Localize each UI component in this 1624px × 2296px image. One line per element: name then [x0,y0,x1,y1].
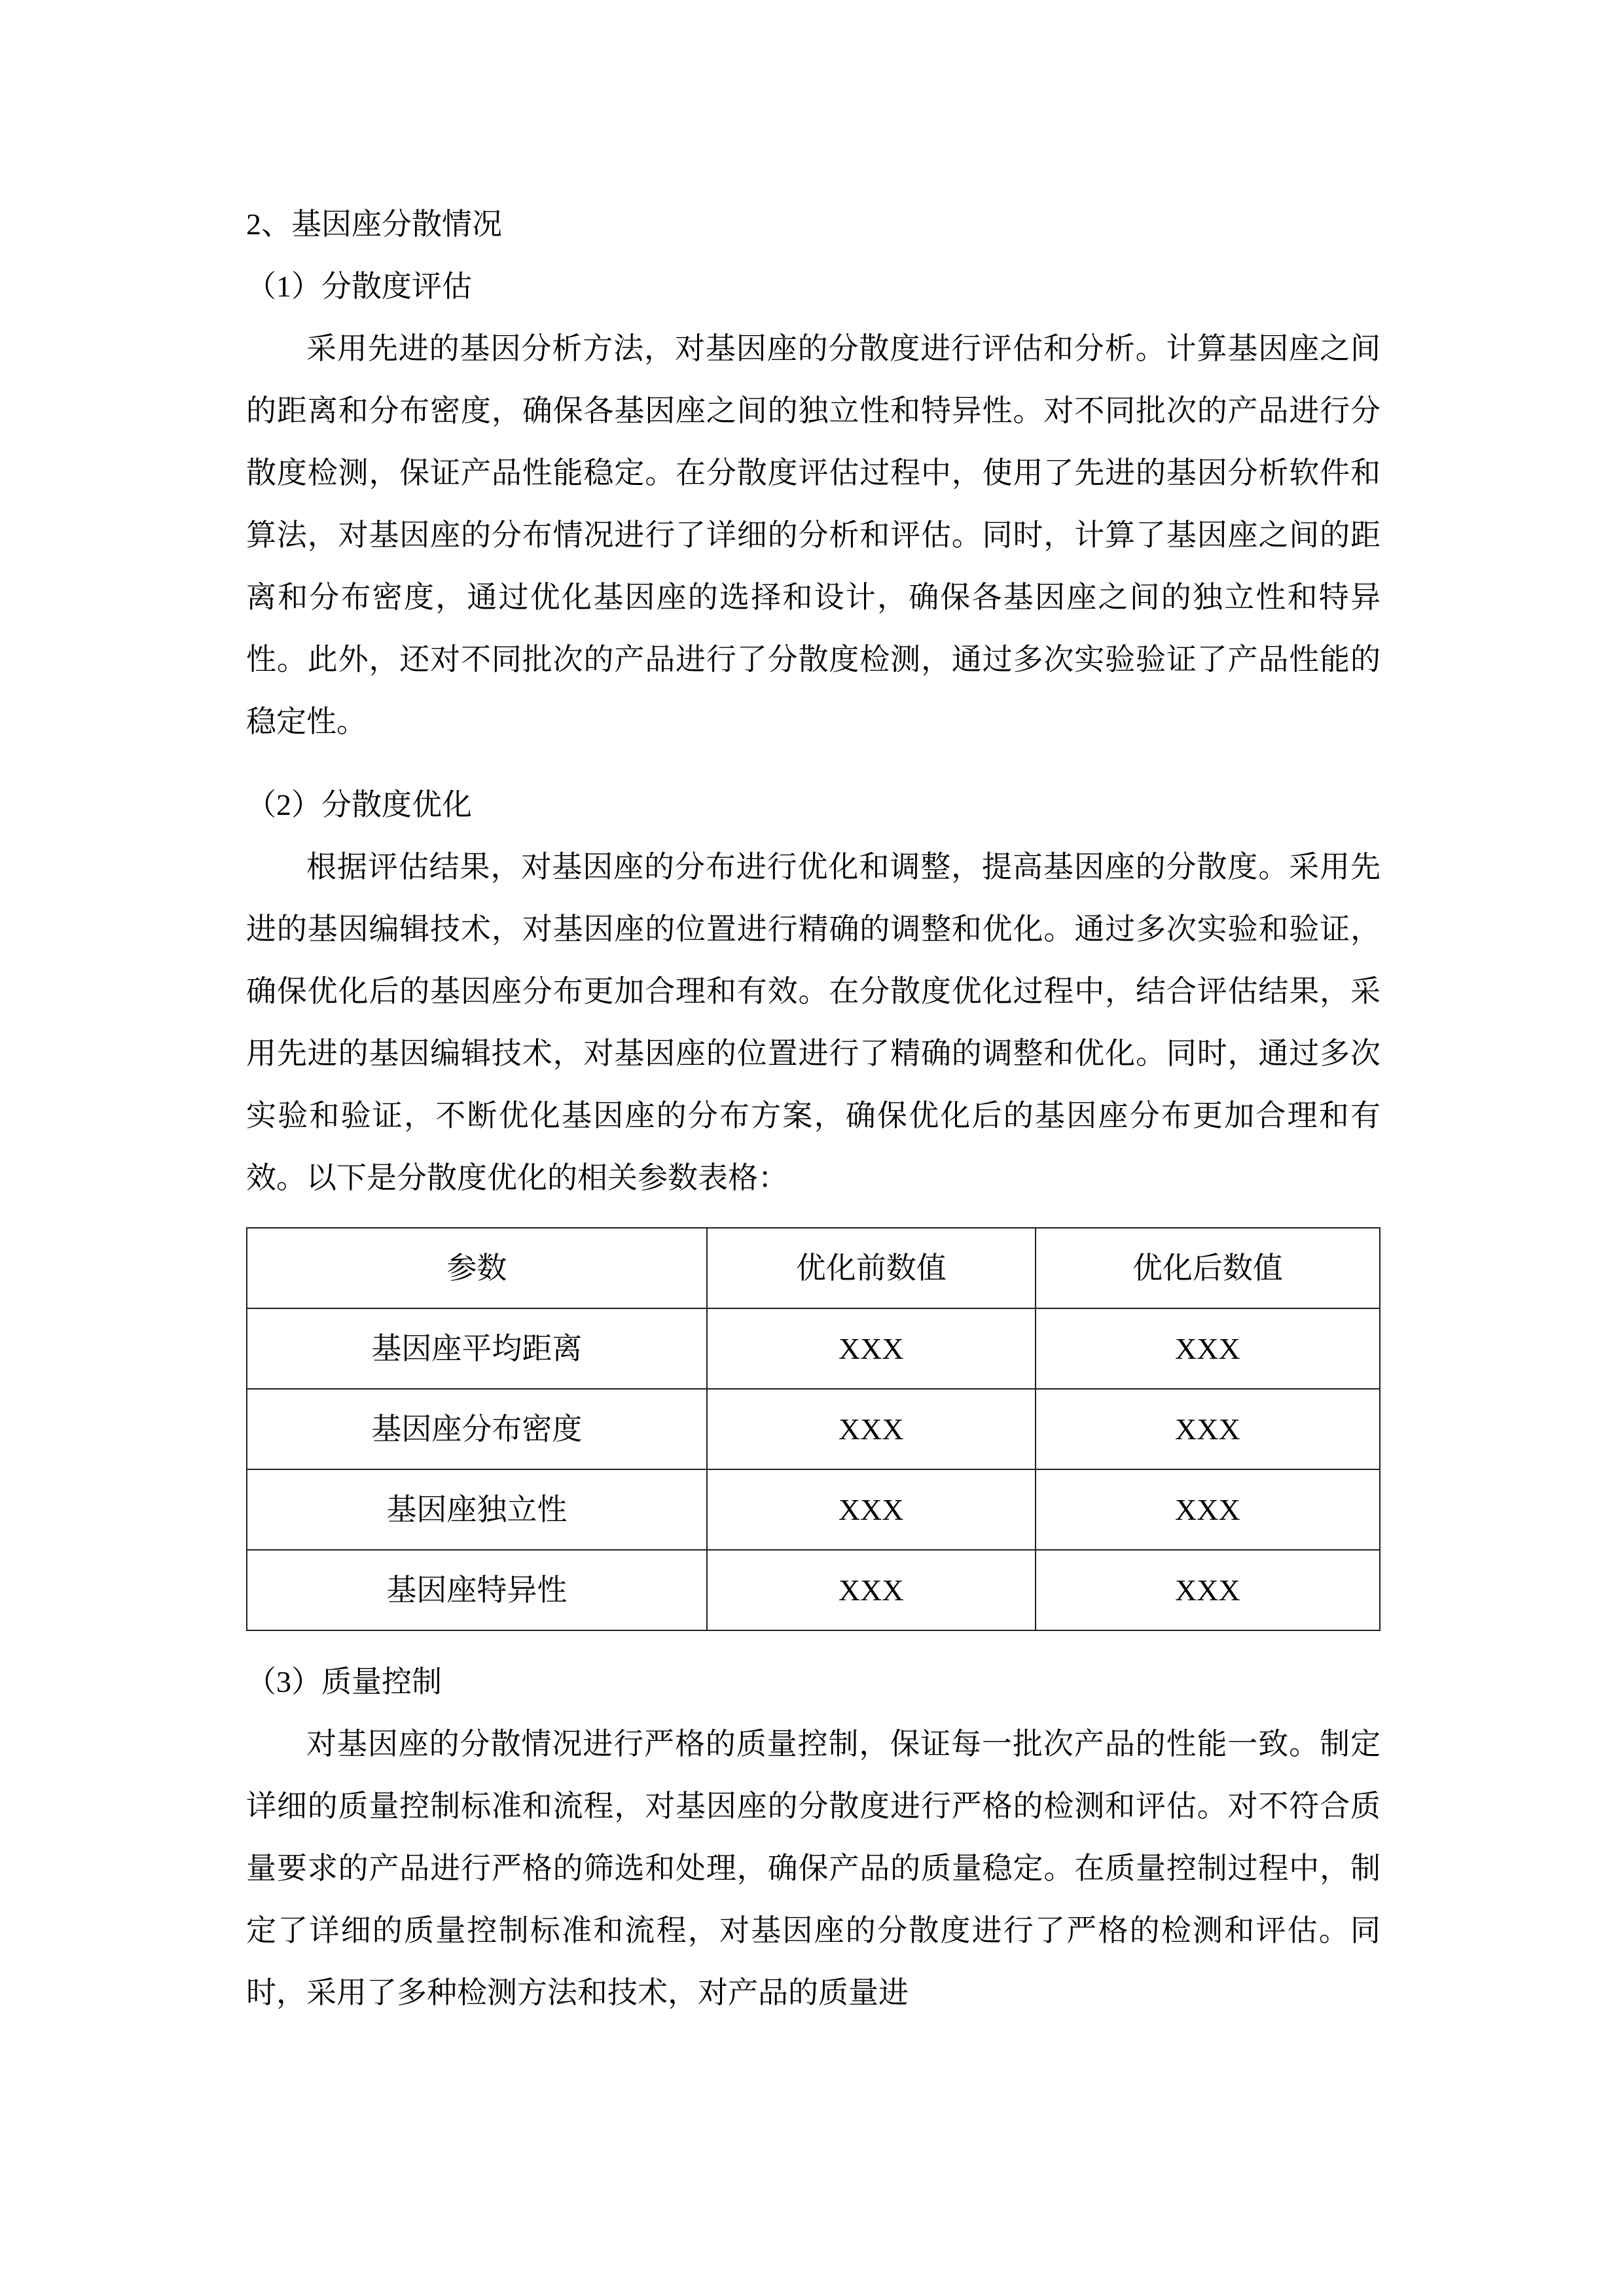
section-title-quality-control: （3）质量控制 [246,1665,442,1698]
table-row [247,1308,1380,1389]
table-cell-parameter: 基因座特异性 [247,1550,707,1630]
section-title-dispersion-optimization: （2）分散度优化 [246,788,472,821]
table-cell-after: XXX [1036,1308,1380,1389]
table-header-after-value: 优化后数值 [1036,1228,1380,1308]
table-header-parameter: 参数 [247,1228,707,1308]
table-cell-parameter: 基因座分布密度 [247,1389,707,1469]
table-cell-after: XXX [1036,1469,1380,1550]
table-cell-before: XXX [707,1389,1036,1469]
parameter-table-body [247,1308,1380,1630]
paragraph-dispersion-optimization: 根据评估结果，对基因座的分布进行优化和调整，提高基因座的分散度。采用先进的基因编辑技术，对基因座的位置进行精确的调整和优化。通过多次实验和验证，确保优化后的基因座分布更加合理和有效。在分散度优化过程中，结合评估结果，采用先进的基因编辑技术，对基因座的位置进行了精确的调整和优化。同时，通过多次实验和验证，不断优化基因座的分布方案，确保优化后的基因座分布更加合理和有效。以下是分散度优化的相关参数表格： [246,850,1380,1194]
table-header-before-value: 优化前数值 [707,1228,1036,1308]
section-title-dispersion-evaluation: （1）分散度评估 [246,270,472,303]
table-cell-parameter: 基因座独立性 [247,1469,707,1550]
table-cell-after: XXX [1036,1550,1380,1630]
paragraph-dispersion-evaluation: 采用先进的基因分析方法，对基因座的分散度进行评估和分析。计算基因座之间的距离和分布密度，确保各基因座之间的独立性和特异性。对不同批次的产品进行分散度检测，保证产品性能稳定。在分散度评估过程中，使用了先进的基因分析软件和算法，对基因座的分布情况进行了详细的分析和评估。同时，计算了基因座之间的距离和分布密度，通过优化基因座的选择和设计，确保各基因座之间的独立性和特异性。此外，还对不同批次的产品进行了分散度检测，通过多次实验验证了产品性能的稳定性。 [246,332,1380,738]
paragraph-quality-control: 对基因座的分散情况进行严格的质量控制，保证每一批次产品的性能一致。制定详细的质量控制标准和流程，对基因座的分散度进行严格的检测和评估。对不符合质量要求的产品进行严格的筛选和处理，确保产品的质量稳定。在质量控制过程中，制定了详细的质量控制标准和流程，对基因座的分散度进行了严格的检测和评估。同时，采用了多种检测方法和技术，对产品的质量进 [246,1727,1380,2009]
table-cell-after: XXX [1036,1389,1380,1469]
table-cell-before: XXX [707,1308,1036,1389]
document-heading: 2、基因座分散情况 [246,207,502,241]
parameter-table-head [247,1228,1380,1308]
table-header-row [247,1228,1380,1308]
table-row [247,1550,1380,1630]
table-cell-before: XXX [707,1469,1036,1550]
table-row [247,1469,1380,1550]
parameter-table [246,1227,1380,1631]
table-cell-parameter: 基因座平均距离 [247,1308,707,1389]
table-cell-before: XXX [707,1550,1036,1630]
table-row [247,1389,1380,1469]
